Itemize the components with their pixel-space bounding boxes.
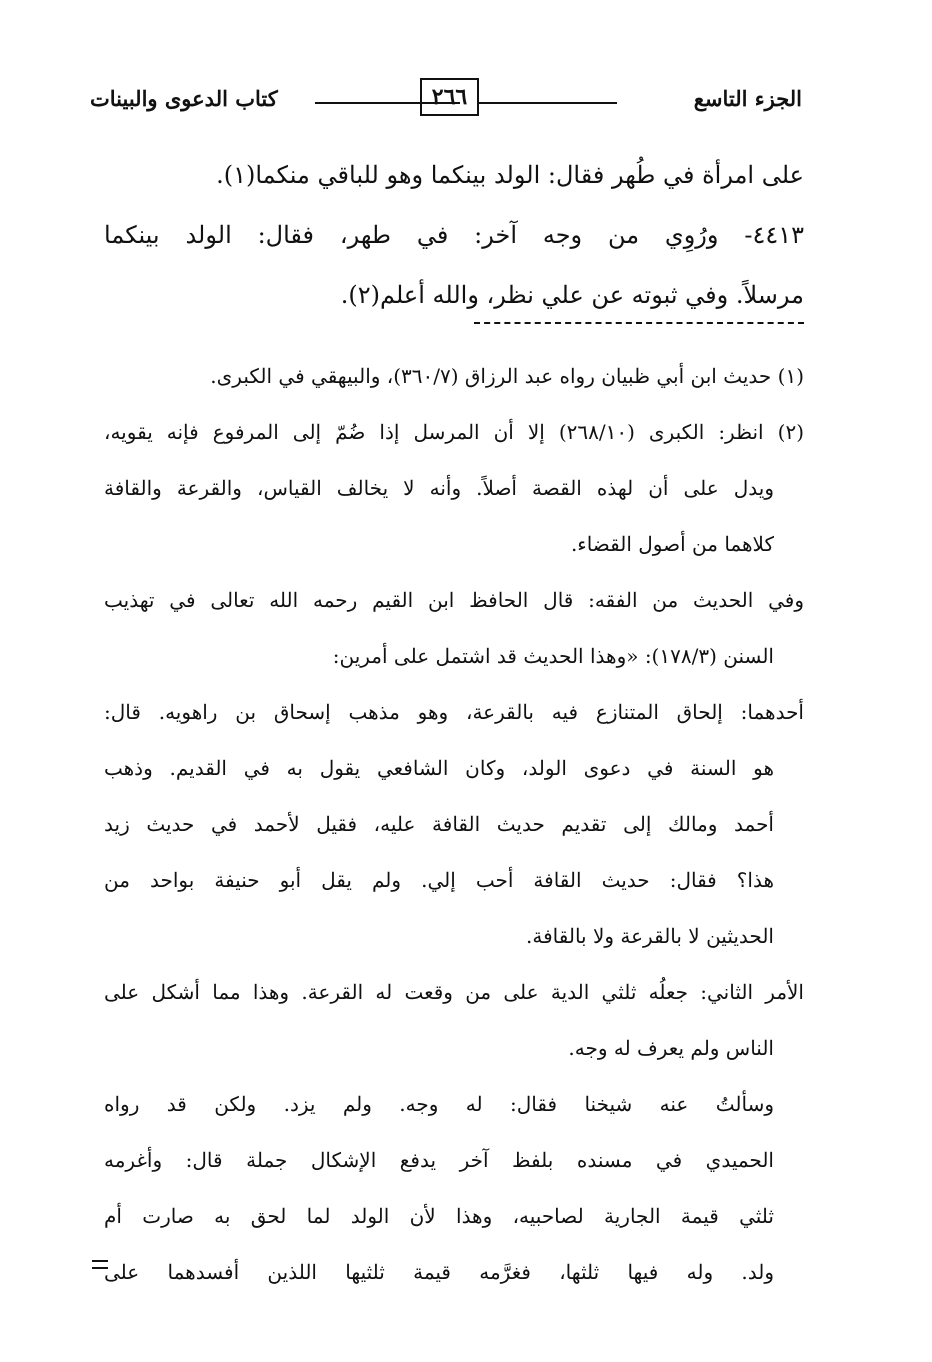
footnote-line: ويدل على أن لهذه القصة أصلاً. وأنه لا يخالف القياس، والقرعة والقافة xyxy=(104,476,774,500)
footnote-line: الأمر الثاني: جعلُه ثلثي الدية على من وقعت له القرعة. وهذا مما أشكل على xyxy=(104,980,804,1004)
footnotes xyxy=(104,348,804,1300)
footnote-line: هذا؟ فقال: حديث القافة أحب إلي. ولم يقل أبو حنيفة بواحد من xyxy=(104,868,774,892)
footnote-line: أحمد ومالك إلى تقديم حديث القافة عليه، فقيل لأحمد في حديث زيد xyxy=(104,812,774,836)
main-line: على امرأة في طُهر فقال: الولد بينكما وهو للباقي منكما(١). xyxy=(216,161,804,189)
footnote-line: ثلثي قيمة الجارية لصاحبيه، وهذا لأن الولد لما لحق به صارت أم xyxy=(104,1204,774,1228)
running-header xyxy=(90,72,802,122)
page-number: ٢٦٦ xyxy=(431,84,468,110)
header-rule-right xyxy=(477,102,617,104)
footnote-line: أحدهما: إلحاق المتنازع فيه بالقرعة، وهو مذهب إسحاق بن راهويه. قال: xyxy=(104,700,804,724)
footnote-line: هو السنة في دعوى الولد، وكان الشافعي يقول به في القديم. وذهب xyxy=(104,756,774,780)
footnote-line: الناس ولم يعرف له وجه. xyxy=(568,1036,774,1060)
footnote-line: (١) حديث ابن أبي ظبيان رواه عبد الرزاق (٣٦٠/٧)، والبيهقي في الكبرى. xyxy=(210,364,804,388)
continuation-mark xyxy=(92,1260,108,1262)
main-text xyxy=(104,145,804,325)
footnote-line: وفي الحديث من الفقه: قال الحافظ ابن القيم رحمه الله تعالى في تهذيب xyxy=(104,588,804,612)
footnote-line: كلاهما من أصول القضاء. xyxy=(570,532,774,556)
main-line: مرسلاً. وفي ثبوته عن علي نظر، والله أعلم(٢). xyxy=(340,281,804,309)
header-rule-left xyxy=(315,102,460,104)
footnote-line: وسألتُ عنه شيخنا فقال: له وجه. ولم يزد. ولكن قد رواه xyxy=(104,1092,774,1116)
footnote-line: الحميدي في مسنده بلفظ آخر يدفع الإشكال جملة قال: وأغرمه xyxy=(104,1148,774,1172)
footnote-separator xyxy=(474,322,804,324)
footnote-line: (٢) انظر: الكبرى (٢٦٨/١٠) إلا أن المرسل إذا ضُمّ إلى المرفوع فإنه يقويه، xyxy=(104,420,804,444)
part-label: الجزء التاسع xyxy=(693,86,802,111)
footnote-line: السنن (١٧٨/٣): «وهذا الحديث قد اشتمل على أمرين: xyxy=(332,644,774,668)
page-number-box xyxy=(420,78,479,116)
main-line: ٤٤١٣- ورُوِي من وجه آخر: في طهر، فقال: الولد بينكما xyxy=(104,221,805,249)
book-title: كتاب الدعوى والبينات xyxy=(90,86,278,111)
footnote-line: ولد. وله فيها ثلثها، فغرَّمه قيمة ثلثيها اللذين أفسدهما على xyxy=(104,1260,774,1284)
footnote-line: الحديثين لا بالقرعة ولا بالقافة. xyxy=(526,924,774,948)
